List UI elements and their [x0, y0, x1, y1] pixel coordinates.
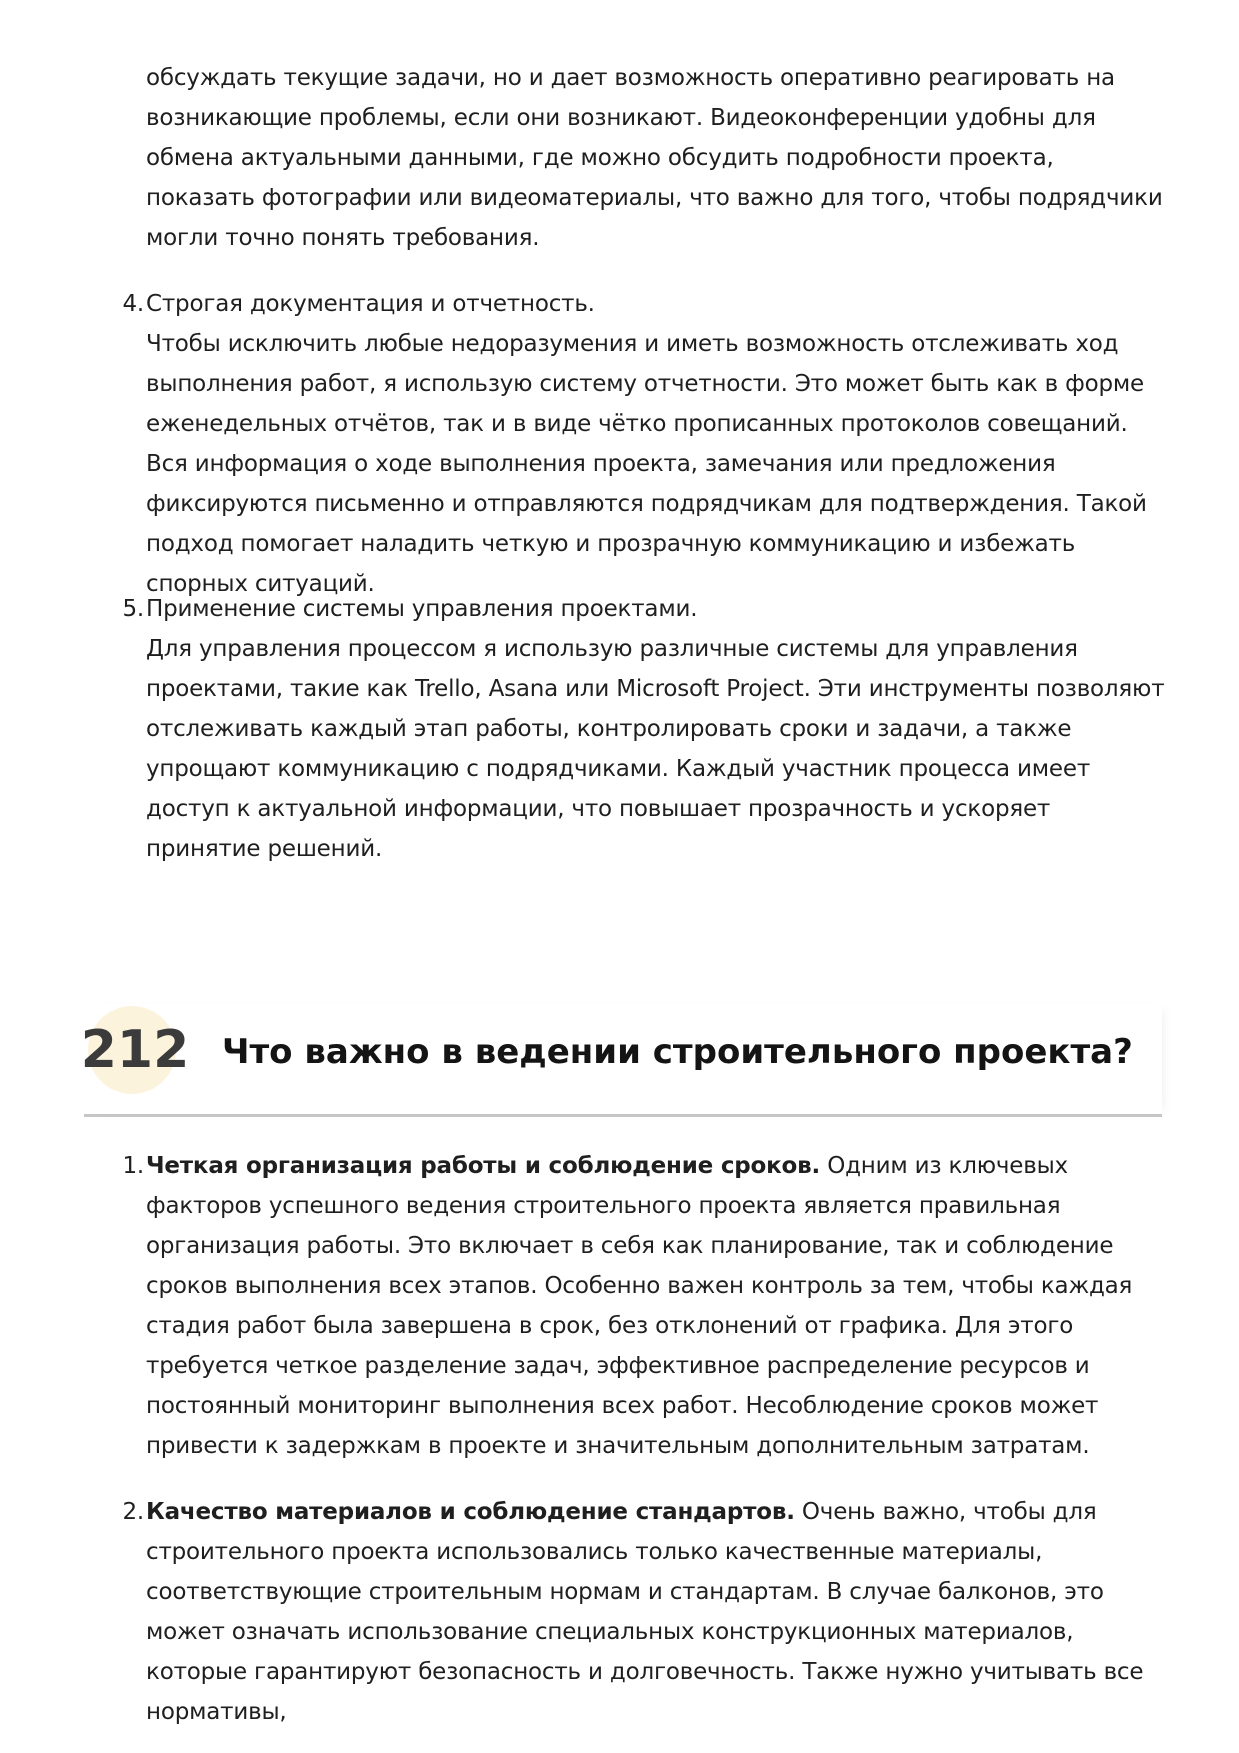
list-item-body: Для управления процессом я использую различные системы для управления проектами, такие как Trello, Asana или Microsoft Project. Эти инструменты позволяют отслеживать каждый этап работы, контролировать сроки и задачи, а также упрощают коммуникацию с подрядчиками. Каждый участник процесса имеет доступ к актуальной информации, что повышает прозрачность и ускоряет принятие решений.: [146, 636, 1165, 862]
list-item-title: Применение системы управления проектами.: [146, 596, 698, 622]
list-item-1: [122, 1146, 1166, 1466]
list-item-title: Качество материалов и соблюдение стандартов.: [146, 1499, 795, 1525]
list-item-5: [122, 589, 1166, 869]
list-item-number: 1.: [122, 1153, 144, 1179]
list-item-body: Чтобы исключить любые недоразумения и иметь возможность отслеживать ход выполнения работ, я использую систему отчетности. Это может быть как в форме еженедельных отчётов, так и в виде чётко прописанных протоколов совещаний. Вся информация о ходе выполнения проекта, замечания или предложения фиксируются письменно и отправляются подрядчикам для подтверждения. Такой подход помогает наладить четкую и прозрачную коммуникацию и избежать спорных ситуаций.: [146, 331, 1147, 597]
list-item-4: [122, 284, 1166, 604]
list-item-body: Очень важно, чтобы для строительного проекта использовались только качественные материалы, соответствующие строительным нормам и стандартам. В случае балконов, это может означать использование специальных конструкционных материалов, которые гарантируют безопасность и долговечность. Также нужно учитывать все нормативы,: [146, 1499, 1144, 1725]
list-item-number: 4.: [122, 291, 144, 317]
list-item-body: Одним из ключевых факторов успешного ведения строительного проекта является правильная организация работы. Это включает в себя как планирование, так и соблюдение сроков выполнения всех этапов. Особенно важен контроль за тем, чтобы каждая стадия работ была завершена в срок, без отклонений от графика. Для этого требуется четкое разделение задач, эффективное распределение ресурсов и постоянный мониторинг выполнения всех работ. Несоблюдение сроков может привести к задержкам в проекте и значительным дополнительным затратам.: [146, 1153, 1133, 1459]
list-item-number: 2.: [122, 1499, 144, 1525]
list-item-number: 5.: [122, 596, 144, 622]
section-number: 212: [80, 1020, 190, 1080]
list-item-2: [122, 1492, 1166, 1732]
list-item-title: Четкая организация работы и соблюдение сроков.: [146, 1153, 821, 1179]
continuation-paragraph: обсуждать текущие задачи, но и дает возможность оперативно реагировать на возникающие проблемы, если они возникают. Видеоконференции удобны для обмена актуальными данными, где можно обсудить подробности проекта, показать фотографии или видеоматериалы, что важно для того, чтобы подрядчики могли точно понять требования.: [146, 65, 1163, 251]
list-item-title: Строгая документация и отчетность.: [146, 291, 595, 317]
section-header: [80, 1004, 1162, 1117]
section-title: Что важно в ведении строительного проекта?: [222, 1032, 1133, 1072]
